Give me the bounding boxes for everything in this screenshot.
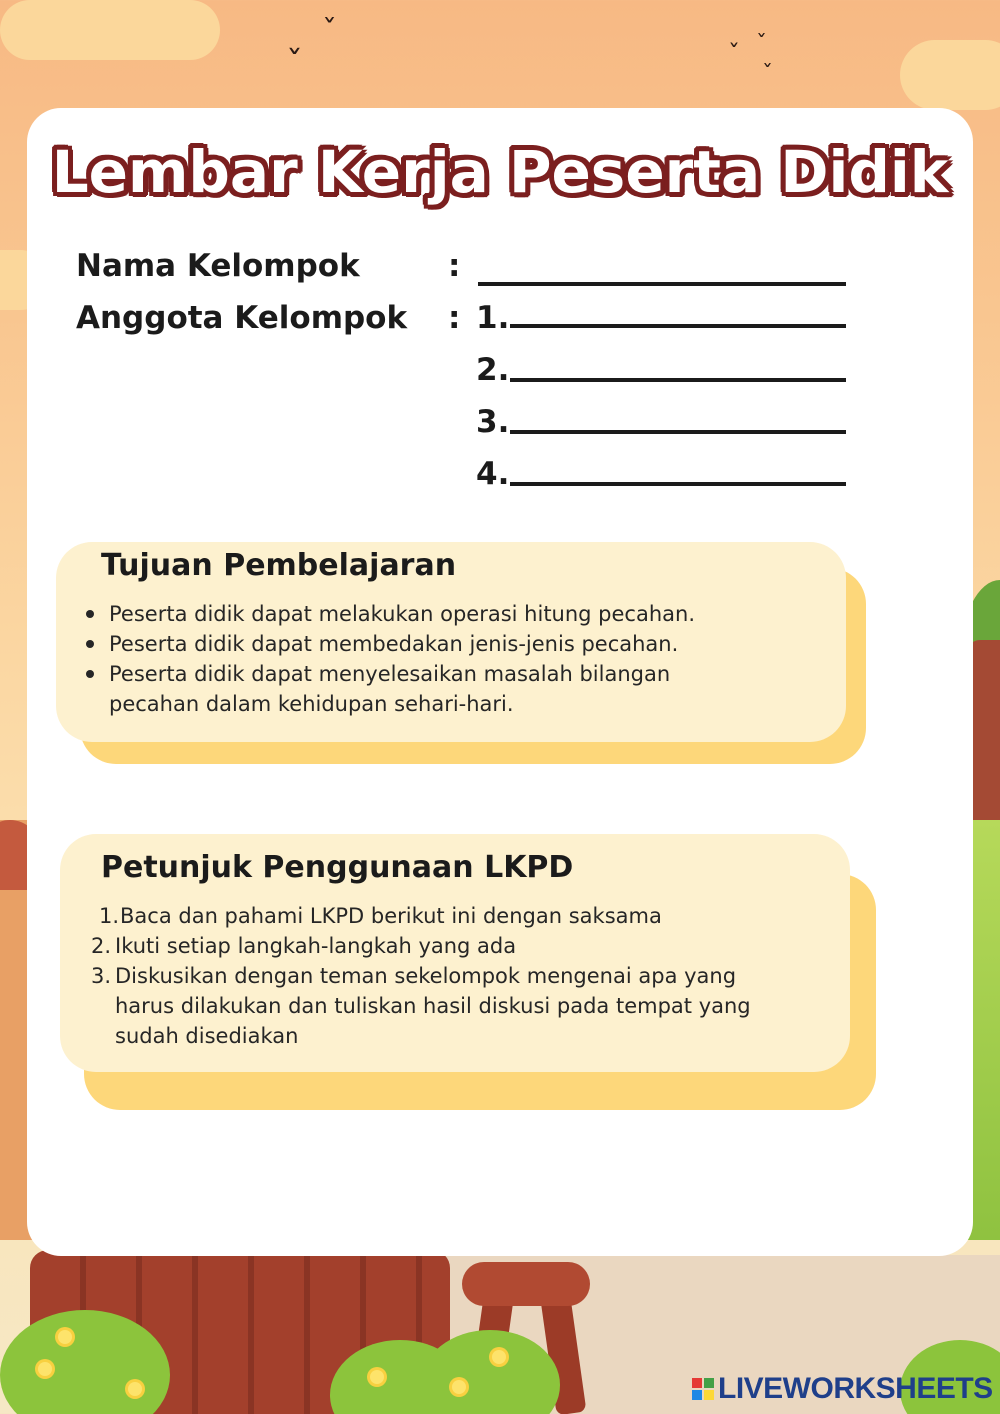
instruction-item-continued: sudah disediakan [115, 1024, 299, 1048]
flower-icon [58, 1330, 72, 1344]
flower-icon [370, 1370, 384, 1384]
instruction-number: 3. [91, 964, 112, 988]
background-cloud [0, 0, 220, 60]
bird-icon: ˇ [728, 40, 740, 68]
liveworksheets-watermark: LIVEWORKSHEETS [718, 1372, 993, 1405]
member-field-1[interactable] [510, 324, 846, 328]
worksheet-title: Lembar Kerja Peserta Didik [51, 138, 949, 206]
objective-item: Peserta didik dapat membedakan jenis-jenis pecahan. [109, 632, 679, 656]
instruction-number: 2. [91, 934, 112, 958]
bullet-icon [86, 670, 94, 678]
instruction-item: Diskusikan dengan teman sekelompok mengenai apa yang [115, 964, 737, 988]
member-field-2[interactable] [510, 378, 846, 382]
instructions-title: Petunjuk Penggunaan LKPD [101, 850, 574, 885]
members-label: Anggota Kelompok [76, 300, 408, 336]
bird-icon: ˇ [322, 14, 337, 49]
bird-icon: ˇ [286, 44, 303, 84]
flower-icon [128, 1382, 142, 1396]
member-number: 3. [476, 404, 510, 440]
stool-seat [462, 1262, 590, 1306]
objective-item: Peserta didik dapat menyelesaikan masalah bilangan [109, 662, 671, 686]
bullet-icon [86, 640, 94, 648]
member-number: 1. [476, 300, 510, 336]
group-name-label: Nama Kelompok [76, 248, 360, 284]
instruction-item-continued: harus dilakukan dan tuliskan hasil diskusi pada tempat yang [115, 994, 751, 1018]
objectives-title: Tujuan Pembelajaran [101, 548, 457, 583]
members-colon: : [448, 300, 461, 336]
group-name-colon: : [448, 248, 461, 284]
objective-item: Peserta didik dapat melakukan operasi hitung pecahan. [109, 602, 696, 626]
bird-icon: ˇ [756, 32, 767, 57]
instruction-item: Ikuti setiap langkah-langkah yang ada [115, 934, 517, 958]
bird-icon: ˇ [762, 62, 773, 87]
liveworksheets-logo-icon [692, 1378, 714, 1400]
instruction-number: 1. [99, 904, 120, 928]
member-number: 4. [476, 456, 510, 492]
flower-icon [492, 1350, 506, 1364]
instruction-item: Baca dan pahami LKPD berikut ini dengan saksama [120, 904, 662, 928]
group-name-field[interactable] [478, 282, 846, 286]
objective-item-continued: pecahan dalam kehidupan sehari-hari. [109, 692, 514, 716]
member-number: 2. [476, 352, 510, 388]
member-field-3[interactable] [510, 430, 846, 434]
flower-icon [38, 1362, 52, 1376]
flower-icon [452, 1380, 466, 1394]
member-field-4[interactable] [510, 482, 846, 486]
bullet-icon [86, 610, 94, 618]
background-cloud [900, 40, 1000, 110]
